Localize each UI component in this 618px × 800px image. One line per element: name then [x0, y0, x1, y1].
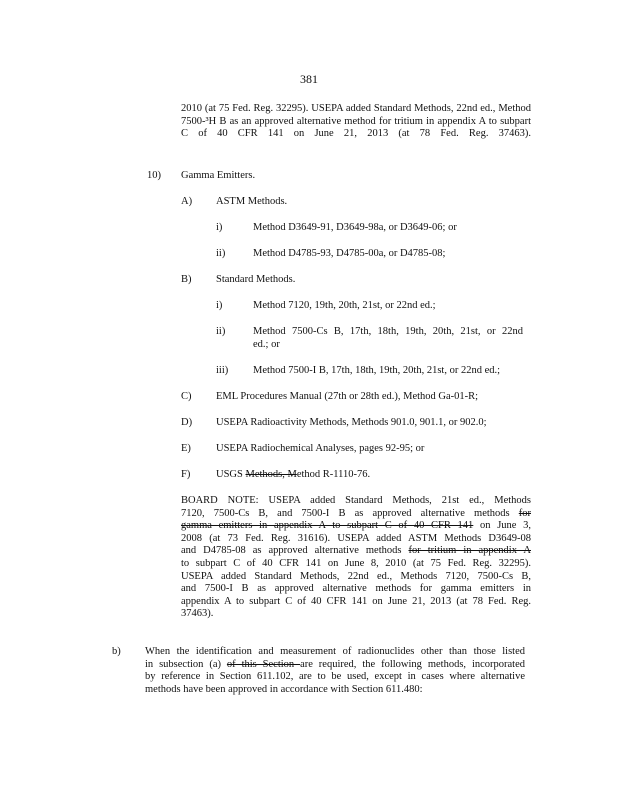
item-A-ii-text: Method D4785-93, D4785-00a, or D4785-08;	[253, 248, 446, 259]
board-note-struck: for	[518, 507, 531, 519]
item-C-letter: C)	[181, 391, 192, 402]
intro-paragraph: 2010 (at 75 Fed. Reg. 32295). USEPA added Standard Methods, 22nd ed., Method 7500-³H B as an approved alternative method for tritium in appendix A to subpart C of 40 CFR 141 on June 21, 2013 (at 78 Fed. Reg. 37463).	[181, 103, 531, 140]
item-B-title: Standard Methods.	[216, 274, 296, 285]
item-C-text: EML Procedures Manual (27th or 28th ed.), Method Ga-01-R;	[216, 391, 479, 402]
page-number: 381	[300, 72, 318, 86]
board-note-line: 2008 (at 73 Fed. Reg. 31616). USEPA added ASTM Methods D3649-08	[181, 532, 531, 544]
item-b-struck: of this Section	[226, 658, 301, 670]
board-note-line: and D4785-08 as approved alternative methods for tritium in appendix A	[181, 545, 531, 557]
item-A-i-number: i)	[216, 222, 223, 233]
item-F-letter: F)	[181, 469, 191, 480]
board-note-line: 37463).	[181, 608, 214, 620]
board-note-line: to subpart C of 40 CFR 141 on June 8, 2010 (at 75 Fed. Reg. 32295).	[181, 557, 531, 569]
item-A-ii-number: ii)	[216, 248, 226, 259]
item-10-number: 10)	[147, 170, 161, 181]
item-E-text: USEPA Radiochemical Analyses, pages 92-95; or	[216, 443, 425, 454]
item-B-i-number: i)	[216, 300, 223, 311]
item-b-line: When the identification and measurement of radionuclides other than those listed	[145, 646, 525, 657]
item-B-iii-number: iii)	[216, 365, 229, 376]
item-B-letter: B)	[181, 274, 192, 285]
item-B-i-text: Method 7120, 19th, 20th, 21st, or 22nd ed.;	[253, 300, 436, 311]
item-b-line: by reference in Section 611.102, are to be used, except in cases where alternative	[145, 671, 525, 683]
item-D-text: USEPA Radioactivity Methods, Methods 901.0, 901.1, or 902.0;	[216, 417, 487, 428]
item-F-post: ethod R-1110-76.	[296, 469, 371, 480]
item-E-letter: E)	[181, 443, 191, 454]
item-B-ii-number: ii)	[216, 326, 226, 337]
board-note-struck: for tritium in appendix A	[408, 545, 531, 557]
board-note	[181, 495, 531, 621]
item-F-struck: Methods, M	[245, 469, 297, 480]
item-b-letter: b)	[112, 646, 121, 657]
board-note-line: USEPA added Standard Methods, 22nd ed., Methods 7120, 7500-Cs B,	[181, 570, 531, 582]
item-A-i-text: Method D3649-91, D3649-98a, or D3649-06; or	[253, 222, 457, 233]
item-b-line: methods have been approved in accordance with Section 611.480:	[145, 683, 423, 695]
item-F-text	[216, 469, 370, 482]
board-note-line: 7120, 7500-Cs B, and 7500-I B as approved alternative methods for	[181, 507, 531, 519]
item-b-line: in subsection (a) of this Section are required, the following methods, incorporated	[145, 658, 525, 670]
item-D-letter: D)	[181, 417, 193, 428]
board-note-struck: gamma emitters in appendix A to subpart C of 40 CFR 141	[181, 520, 474, 532]
item-F-pre: USGS	[216, 469, 246, 480]
board-note-line: gamma emitters in appendix A to subpart C of 40 CFR 141 on June 3,	[181, 520, 531, 532]
board-note-line: appendix A to subpart C of 40 CFR 141 on June 21, 2013 (at 78 Fed. Reg.	[181, 595, 531, 607]
item-A-title: ASTM Methods.	[216, 196, 288, 207]
board-note-line: and 7500-I B as approved alternative methods for gamma emitters in	[181, 583, 531, 595]
item-A-letter: A)	[181, 196, 193, 207]
item-B-ii-line2: ed.; or	[253, 339, 280, 350]
item-B-iii-text: Method 7500-I B, 17th, 18th, 19th, 20th, 21st, or 22nd ed.;	[253, 365, 501, 376]
item-b-paragraph	[145, 646, 525, 696]
item-10-title: Gamma Emitters.	[181, 170, 256, 181]
board-note-line: BOARD NOTE: USEPA added Standard Methods, 21st ed., Methods	[181, 495, 531, 506]
item-B-ii-line1: Method 7500-Cs B, 17th, 18th, 19th, 20th, 21st, or 22nd	[253, 326, 523, 337]
